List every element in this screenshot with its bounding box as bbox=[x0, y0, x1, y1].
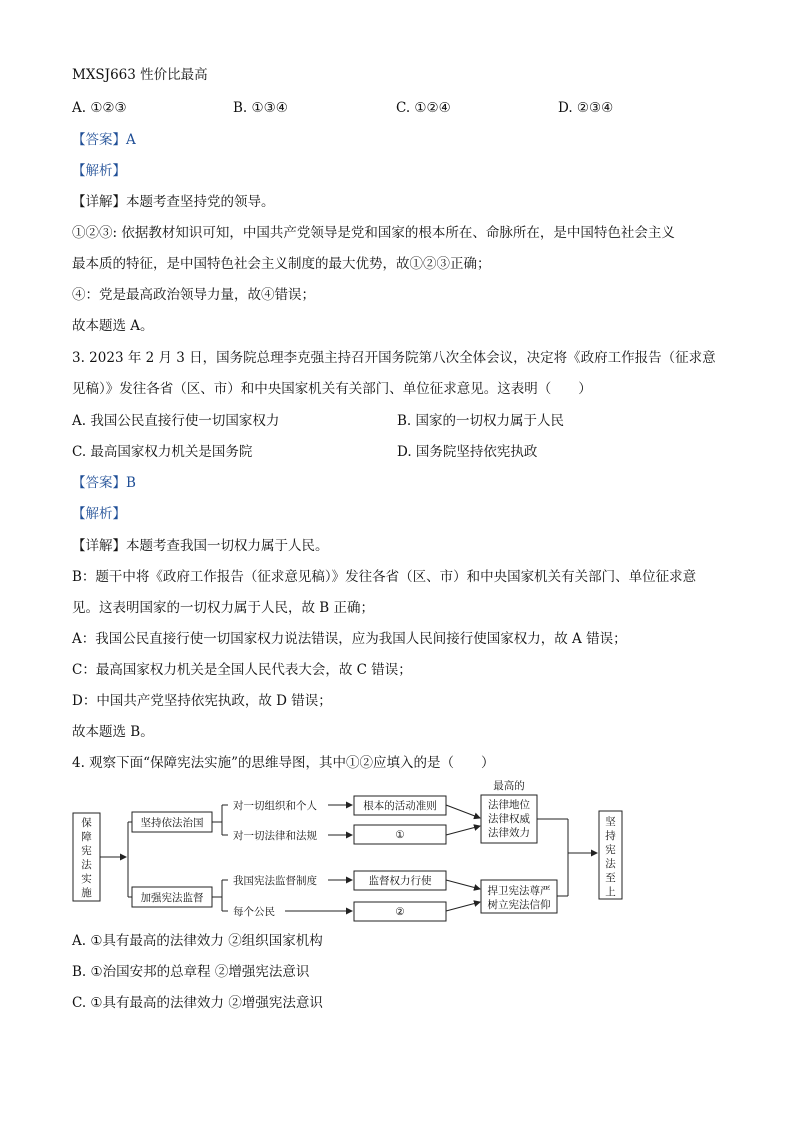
q3-analysis-label: 【解析】 bbox=[72, 506, 126, 522]
right-box-supreme-line-2: 法律权威 bbox=[488, 813, 530, 825]
q4-option-a: A. ①具有最高的法律效力 ②组织国家机构 bbox=[72, 933, 323, 949]
root-char-1: 保 bbox=[81, 817, 92, 829]
b2-sub-citizens: 每个公民 bbox=[233, 906, 275, 918]
root-char-2: 障 bbox=[81, 831, 92, 843]
q3-explain-b-a: B：题干中将《政府工作报告（征求意见稿）》发往各省（区、市）和中央国家机关有关部门、单位征求意 bbox=[72, 569, 697, 585]
q2-analysis-label: 【解析】 bbox=[72, 163, 126, 179]
box-supervise-power-label: 监督权力行使 bbox=[368, 875, 432, 887]
top-label-highest: 最高的 bbox=[493, 780, 525, 792]
right-box-uphold-line-1: 捍卫宪法尊严 bbox=[487, 885, 551, 897]
q2-answer: 【答案】A bbox=[72, 132, 136, 148]
q2-paragraph-1a: ①②③: 依据教材知识可知，中国共产党领导是党和国家的根本所在、命脉所在，是中国特色社会主义 bbox=[72, 225, 675, 241]
q2-option-b: B. ①③④ bbox=[233, 100, 288, 116]
root-char-5: 实 bbox=[81, 873, 92, 885]
box-fundamental-rule-label: 根本的活动准则 bbox=[363, 800, 437, 812]
q4-option-b: B. ①治国安邦的总章程 ②增强宪法意识 bbox=[72, 964, 310, 980]
q3-conclusion: 故本题选 B。 bbox=[72, 724, 154, 740]
root-char-3: 宪 bbox=[81, 845, 92, 857]
q3-detail: 【详解】本题考查我国一切权力属于人民。 bbox=[72, 538, 329, 554]
q3-explain-d: D：中国共产党坚持依宪执政，故 D 错误； bbox=[72, 693, 332, 709]
q2-paragraph-1b: 最本质的特征，是中国特色社会主义制度的最大优势，故①②③正确； bbox=[72, 256, 491, 272]
b1-sub-organizations: 对一切组织和个人 bbox=[233, 800, 317, 812]
q2-option-d: D. ②③④ bbox=[558, 100, 614, 116]
header-line: MXSJ663 性价比最高 bbox=[72, 67, 208, 83]
box-blank-1-label: ① bbox=[395, 829, 405, 841]
right-box-supreme-line-3: 法律效力 bbox=[488, 827, 530, 839]
right-box-uphold-line-2: 树立宪法信仰 bbox=[487, 899, 551, 911]
q3-option-b: B. 国家的一切权力属于人民 bbox=[397, 413, 565, 429]
final-char-6: 上 bbox=[605, 886, 616, 898]
b1-sub-laws: 对一切法律和法规 bbox=[233, 830, 317, 842]
q3-explain-b-b: 见。这表明国家的一切权力属于人民，故 B 正确； bbox=[72, 600, 375, 616]
final-char-5: 至 bbox=[605, 872, 616, 884]
q2-option-c: C. ①②④ bbox=[396, 100, 451, 116]
q3-explain-a: A：我国公民直接行使一切国家权力说法错误，应为我国人民间接行使国家权力，故 A 错误； bbox=[72, 631, 627, 647]
q3-answer: 【答案】B bbox=[72, 475, 136, 491]
b2-sub-system: 我国宪法监督制度 bbox=[233, 875, 317, 887]
q3-stem-a: 3. 2023 年 2 月 3 日，国务院总理李克强主持召开国务院第八次全体会议，决定将《政府工作报告（征求意 bbox=[72, 350, 716, 366]
final-char-1: 坚 bbox=[605, 816, 616, 828]
q2-conclusion: 故本题选 A。 bbox=[72, 318, 154, 334]
final-char-4: 法 bbox=[605, 858, 616, 870]
branch-label-rule-of-law: 坚持依法治国 bbox=[140, 817, 204, 829]
q3-option-d: D. 国务院坚持依宪执政 bbox=[397, 444, 538, 460]
root-char-4: 法 bbox=[81, 859, 92, 871]
final-char-2: 持 bbox=[605, 830, 616, 842]
q2-detail: 【详解】本题考查坚持党的领导。 bbox=[72, 194, 275, 210]
right-box-supreme-line-1: 法律地位 bbox=[488, 799, 530, 811]
q3-option-c: C. 最高国家权力机关是国务院 bbox=[72, 444, 253, 460]
box-blank-2-label: ② bbox=[395, 906, 405, 918]
q3-option-a: A. 我国公民直接行使一切国家权力 bbox=[72, 413, 280, 429]
q4-stem: 4. 观察下面“保障宪法实施”的思维导图，其中①②应填入的是（ ） bbox=[72, 755, 495, 771]
q3-explain-c: C：最高国家权力机关是全国人民代表大会，故 C 错误； bbox=[72, 662, 412, 678]
q2-option-a: A. ①②③ bbox=[72, 100, 127, 116]
q3-stem-b: 见稿）》发往各省（区、市）和中央国家机关有关部门、单位征求意见。这表明（ ） bbox=[72, 381, 592, 397]
branch-label-supervision: 加强宪法监督 bbox=[140, 892, 204, 904]
q2-paragraph-2: ④：党是最高政治领导力量，故④错误； bbox=[72, 287, 315, 303]
root-char-6: 施 bbox=[81, 887, 92, 899]
q4-option-c: C. ①具有最高的法律效力 ②增强宪法意识 bbox=[72, 995, 323, 1011]
final-char-3: 宪 bbox=[605, 844, 616, 856]
